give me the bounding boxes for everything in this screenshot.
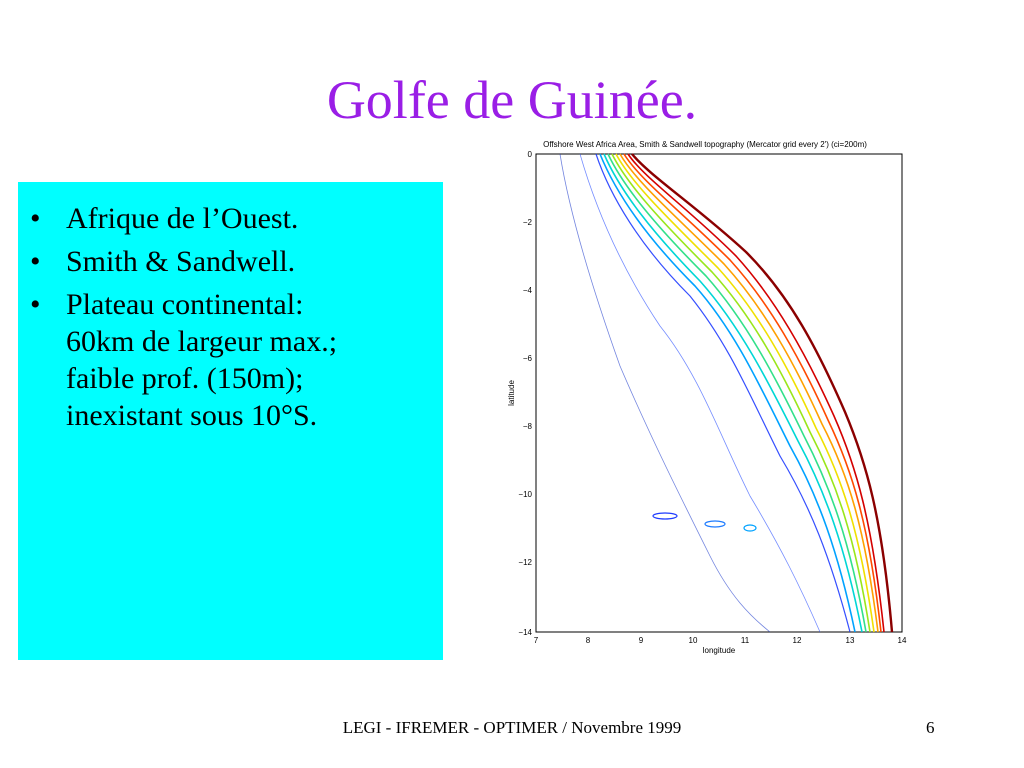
bullet-text: Smith & Sandwell.: [66, 245, 296, 278]
bullet-dot: •: [30, 288, 41, 321]
y-tick-label: −14: [518, 628, 532, 637]
x-tick-label: 13: [845, 636, 855, 645]
bullet-item: [18, 200, 443, 237]
bullet-text-line: faible prof. (150m);: [66, 362, 304, 395]
figure-title: Offshore West Africa Area, Smith & Sandwell topography (Mercator grid every 2') (ci=200m): [543, 140, 867, 149]
bullet-list: [18, 200, 443, 440]
x-tick-label: 12: [792, 636, 802, 645]
x-tick-label: 14: [897, 636, 907, 645]
y-tick-label: −6: [522, 354, 532, 363]
x-tick-label: 10: [688, 636, 698, 645]
y-tick-label: −2: [522, 218, 532, 227]
x-axis-label: longitude: [702, 646, 736, 655]
bullet-text: Afrique de l’Ouest.: [66, 202, 299, 235]
bullet-text-line: 60km de largeur max.;: [66, 325, 338, 358]
slide-title: Golfe de Guinée.: [326, 70, 698, 130]
y-axis-label: latitude: [507, 380, 516, 406]
bullet-text-line: Plateau continental:: [66, 288, 304, 321]
y-tick-label: −12: [518, 558, 532, 567]
page-number: 6: [926, 718, 935, 737]
x-tick-label: 8: [585, 636, 591, 645]
x-tick-label: 11: [740, 636, 750, 645]
x-tick-label: 9: [638, 636, 644, 645]
y-axis: [507, 150, 533, 637]
bullet-dot: •: [30, 202, 41, 235]
y-tick-label: −4: [522, 286, 532, 295]
plot-frame: [536, 154, 902, 632]
x-axis: [534, 636, 907, 655]
bullet-dot: •: [30, 245, 41, 278]
bullet-text-line: inexistant sous 10°S.: [66, 399, 318, 432]
y-tick-label: 0: [527, 150, 532, 159]
topography-figure: [500, 136, 910, 656]
y-tick-label: −8: [522, 422, 532, 431]
footer-text: LEGI - IFREMER - OPTIMER / Novembre 1999: [342, 718, 682, 737]
bullet-box: [18, 182, 443, 660]
y-tick-label: −10: [518, 490, 532, 499]
topography-contour-map: [500, 136, 910, 656]
bullet-item: [18, 286, 443, 434]
bullet-item: [18, 243, 443, 280]
x-tick-label: 7: [533, 636, 539, 645]
